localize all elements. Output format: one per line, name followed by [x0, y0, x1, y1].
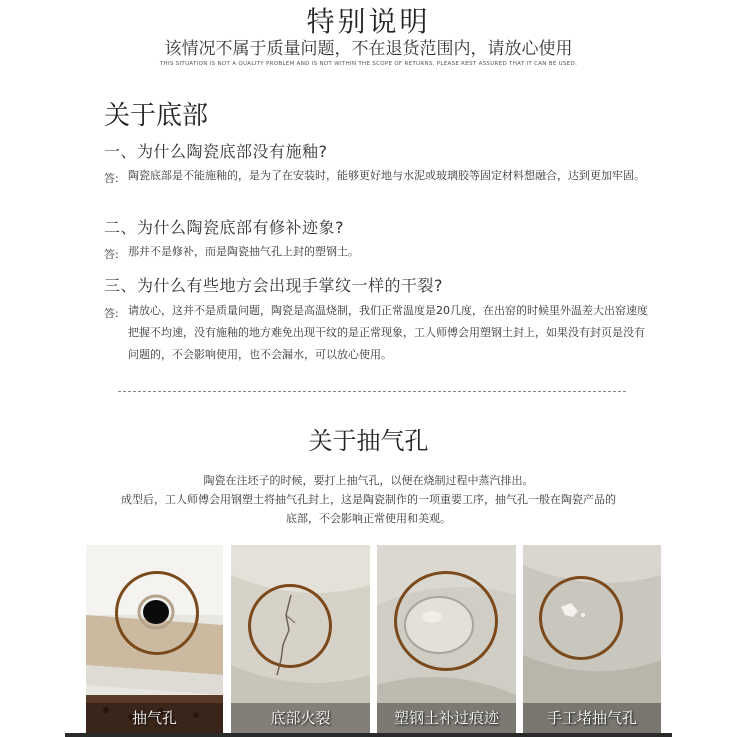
photo-putty-patch [377, 545, 516, 733]
highlight-circle [394, 571, 498, 671]
answer-2: 那并不是修补，而是陶瓷抽气孔上封的塑钢土。 [128, 245, 359, 258]
bottom-border [65, 733, 672, 737]
page-subtitle-english: THIS SITUATION IS NOT A QUALITY PROBLEM AND IS NOT WITHIN THE SCOPE OF RETURNS, PLEASE REST ASSURED THAT IT CAN BE USED. [159, 61, 578, 67]
page-title: 特别说明 [306, 5, 431, 38]
section-divider [118, 391, 626, 392]
question-2: 二、为什么陶瓷底部有修补迹象? [104, 218, 344, 237]
photo-vent-hole [86, 545, 223, 733]
photo-caption-vent-hole: 抽气孔 [131, 709, 177, 727]
vent-paragraph-line-2: 成型后，工人师傅会用钢塑土将抽气孔封上，这是陶瓷制作的一项重要工序，抽气孔一般在陶瓷产品的 [121, 493, 616, 506]
section-title-bottom: 关于底部 [104, 101, 209, 131]
answer-2-label: 答: [104, 248, 119, 261]
answer-3: 请放心，这并不是质量问题，陶瓷是高温烧制，我们正常温度是20几度，在出窑的时候里外温差大出窑速度把握不均速，没有施釉的地方难免出现干纹的是正常现象，工人师傅会用塑钢土封上，如果没有封页是没有问题的，不会影响使用，也不会漏水，可以放心使用。 [128, 304, 648, 361]
highlight-circle [248, 584, 332, 668]
section-title-vent: 关于抽气孔 [308, 427, 429, 455]
photo-caption-bottom-crack: 底部火裂 [270, 709, 331, 727]
vent-paragraph-line-3: 底部，不会影响正常使用和美观。 [286, 512, 451, 525]
photo-bottom-crack [231, 545, 370, 733]
photo-caption-putty-patch: 塑钢土补过痕迹 [393, 709, 499, 727]
answer-1-label: 答: [104, 172, 119, 185]
answer-1: 陶瓷底部是不能施釉的，是为了在安装时，能够更好地与水泥或玻璃胶等固定材料想融合，达到更加牢固。 [128, 169, 645, 182]
highlight-circle [539, 576, 623, 660]
photo-manual-plug [523, 545, 661, 733]
page-subtitle: 该情况不属于质量问题，不在退货范围内，请放心使用 [164, 39, 573, 59]
vent-paragraph-line-1: 陶瓷在注坯子的时候，要打上抽气孔，以便在烧制过程中蒸汽排出。 [203, 474, 534, 487]
question-1: 一、为什么陶瓷底部没有施釉? [104, 142, 328, 161]
answer-3-label: 答: [104, 307, 119, 320]
photo-caption-manual-plug: 手工堵抽气孔 [546, 709, 637, 727]
question-3: 三、为什么有些地方会出现手掌纹一样的干裂? [104, 276, 443, 295]
highlight-circle [115, 571, 199, 655]
